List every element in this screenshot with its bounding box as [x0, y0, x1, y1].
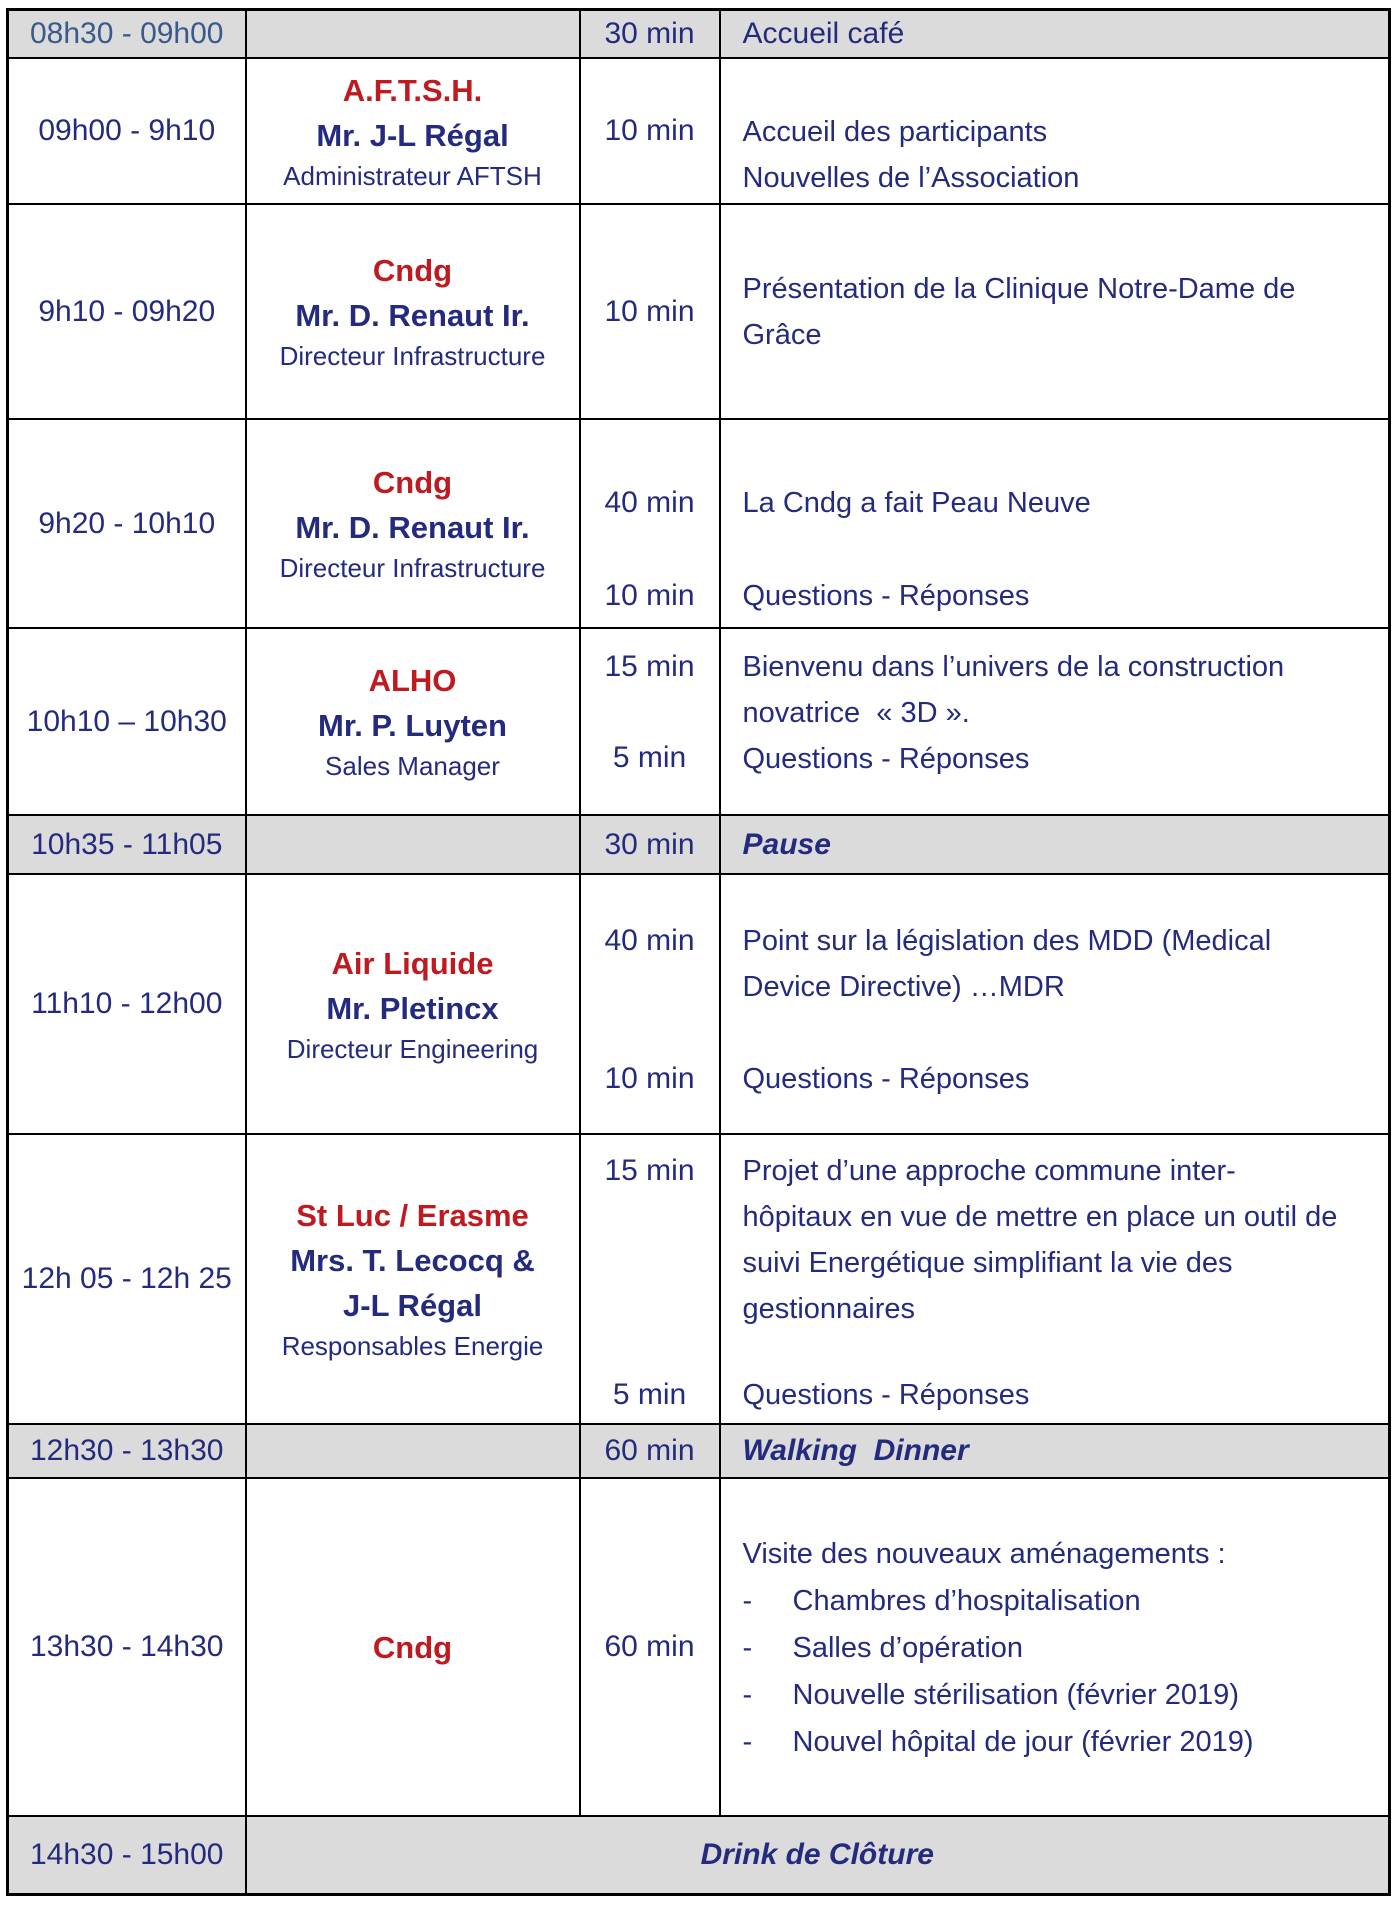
closing-cell [246, 1816, 1390, 1895]
speaker-org: ALHO [368, 663, 457, 698]
list-dash-marker: - [742, 1726, 753, 1758]
duration-value: 10 min [604, 114, 695, 147]
time-cell [8, 10, 246, 59]
description-line: Nouvelles de l’Association [742, 162, 1080, 194]
session-time: 14h30 - 15h00 [29, 1838, 224, 1871]
speaker-cell [246, 874, 580, 1134]
speaker-org: St Luc / Erasme [296, 1198, 529, 1233]
row-cndg-peau-neuve [8, 419, 1390, 628]
duration-value: 10 min [604, 579, 695, 612]
session-time: 09h00 - 9h10 [38, 114, 216, 147]
session-time: 12h 05 - 12h 25 [21, 1262, 232, 1295]
visit-list-item [743, 1672, 1383, 1719]
speaker-org: Cndg [372, 465, 453, 500]
time-cell [8, 419, 246, 628]
time-cell [8, 204, 246, 419]
description-line: La Cndg a fait Peau Neuve [742, 487, 1091, 519]
session-time: 9h20 - 10h10 [38, 506, 216, 540]
description-line: Questions - Réponses [742, 580, 1030, 612]
speaker-name: Mrs. T. Lecocq & [290, 1243, 535, 1278]
speaker-cell [246, 628, 580, 815]
time-cell [8, 58, 246, 204]
description-line: suivi Energétique simplifiant la vie des [742, 1247, 1233, 1279]
description-line: Bienvenu dans l’univers de la construction [742, 651, 1285, 683]
speaker-org: Air Liquide [331, 945, 494, 981]
session-time: 11h10 - 12h00 [31, 987, 223, 1020]
row-cndg-presentation [8, 204, 1390, 419]
description-cell [720, 628, 1390, 815]
duration-value: 40 min [604, 924, 695, 957]
duration-cell [580, 1478, 720, 1816]
duration-cell [580, 815, 720, 874]
description-cell [720, 815, 1390, 874]
time-cell [8, 1478, 246, 1816]
session-time: 10h10 – 10h30 [26, 704, 227, 738]
duration-value: 10 min [604, 294, 695, 328]
list-dash-marker: - [742, 1679, 753, 1711]
agenda-table [6, 8, 1391, 1896]
speaker-cell-empty [246, 10, 580, 59]
speaker-name: Mr. D. Renaut Ir. [295, 298, 530, 333]
time-cell [8, 1134, 246, 1424]
description-line: Présentation de la Clinique Notre-Dame de [742, 272, 1296, 305]
duration-cell [580, 628, 720, 815]
description-line: Questions - Réponses [742, 743, 1030, 775]
speaker-name: Mr. J-L Régal [316, 117, 509, 153]
description-cell [720, 10, 1390, 59]
duration-value: 30 min [604, 827, 695, 861]
description-cell [720, 1134, 1390, 1424]
list-dash-marker: - [742, 1585, 753, 1617]
time-cell [8, 874, 246, 1134]
visit-list-item [743, 1625, 1383, 1672]
speaker-role: Directeur Infrastructure [279, 341, 546, 371]
row-air-liquide [8, 874, 1390, 1134]
speaker-cell-empty [246, 815, 580, 874]
description-line: Point sur la législation des MDD (Medical [742, 925, 1272, 957]
duration-cell [580, 1134, 720, 1424]
speaker-cell [246, 1134, 580, 1424]
visit-list-item [743, 1578, 1383, 1625]
speaker-name: Mr. Pletincx [326, 990, 499, 1026]
speaker-role: Sales Manager [325, 751, 500, 781]
description-line: Projet d’une approche commune inter- [742, 1155, 1236, 1187]
speaker-name: Mr. D. Renaut Ir. [295, 510, 530, 545]
description-cell [720, 1478, 1390, 1816]
time-cell [8, 628, 246, 815]
visit-item-text: Chambres d’hospitalisation [792, 1585, 1141, 1617]
duration-value: 40 min [604, 486, 695, 519]
visit-item-text: Nouvelle stérilisation (février 2019) [792, 1679, 1239, 1711]
duration-value: 10 min [604, 1062, 695, 1095]
duration-cell [580, 874, 720, 1134]
break-title: Accueil café [742, 17, 905, 50]
session-time: 12h30 - 13h30 [29, 1434, 224, 1467]
row-st-luc-erasme [8, 1134, 1390, 1424]
row-drink-cloture [8, 1816, 1390, 1895]
duration-cell [580, 419, 720, 628]
description-line: Accueil des participants [742, 116, 1048, 148]
description-line: gestionnaires [742, 1293, 915, 1325]
description-cell [720, 58, 1390, 204]
speaker-role: Directeur Infrastructure [279, 553, 546, 583]
description-cell [720, 1424, 1390, 1478]
speaker-cell [246, 1478, 580, 1816]
duration-cell [580, 58, 720, 204]
visit-item-text: Salles d’opération [792, 1632, 1024, 1664]
description-cell [720, 204, 1390, 419]
speaker-role: Directeur Engineering [286, 1033, 539, 1064]
duration-value: 5 min [612, 1378, 687, 1411]
description-line: novatrice « 3D ». [742, 697, 970, 729]
duration-cell [580, 10, 720, 59]
row-pause [8, 815, 1390, 874]
duration-value: 15 min [604, 650, 695, 683]
closing-title: Drink de Clôture [700, 1838, 934, 1871]
session-time: 10h35 - 11h05 [31, 827, 223, 861]
visit-item-text: Nouvel hôpital de jour (février 2019) [792, 1726, 1254, 1758]
visit-intro: Visite des nouveaux aménagements : [742, 1538, 1226, 1570]
description-cell [720, 419, 1390, 628]
time-cell [8, 815, 246, 874]
row-walking-dinner [8, 1424, 1390, 1478]
speaker-name: Mr. P. Luyten [318, 708, 507, 743]
description-line: Grâce [742, 318, 822, 351]
session-time: 9h10 - 09h20 [38, 294, 216, 328]
speaker-role: Administrateur AFTSH [283, 160, 542, 191]
speaker-org: Cndg [372, 253, 453, 288]
break-title: Walking Dinner [742, 1434, 969, 1467]
description-line: Questions - Réponses [742, 1063, 1030, 1095]
speaker-org: A.F.T.S.H. [342, 72, 483, 108]
duration-value: 30 min [604, 17, 695, 50]
row-alho [8, 628, 1390, 815]
session-time: 08h30 - 09h00 [29, 17, 224, 50]
duration-cell [580, 204, 720, 419]
row-aftsh [8, 58, 1390, 204]
speaker-role: Responsables Energie [281, 1331, 544, 1361]
speaker-name: J-L Régal [343, 1288, 482, 1323]
time-cell [8, 1816, 246, 1895]
speaker-cell [246, 204, 580, 419]
speaker-cell-empty [246, 1424, 580, 1478]
duration-value: 60 min [604, 1434, 695, 1467]
break-title: Pause [742, 827, 831, 861]
speaker-cell [246, 58, 580, 204]
visit-list-item [743, 1719, 1383, 1766]
time-cell [8, 1424, 246, 1478]
session-time: 13h30 - 14h30 [29, 1630, 224, 1663]
row-accueil-cafe [8, 10, 1390, 59]
row-visite-cndg [8, 1478, 1390, 1816]
description-line: hôpitaux en vue de mettre en place un outil de [742, 1201, 1338, 1233]
description-cell [720, 874, 1390, 1134]
list-dash-marker: - [742, 1632, 753, 1664]
duration-value: 15 min [604, 1154, 695, 1187]
speaker-cell [246, 419, 580, 628]
description-line: Questions - Réponses [742, 1379, 1030, 1411]
description-line: Device Directive) …MDR [742, 971, 1065, 1003]
duration-value: 5 min [612, 741, 687, 774]
duration-cell [580, 1424, 720, 1478]
speaker-org: Cndg [372, 1629, 453, 1665]
duration-value: 60 min [604, 1630, 695, 1663]
